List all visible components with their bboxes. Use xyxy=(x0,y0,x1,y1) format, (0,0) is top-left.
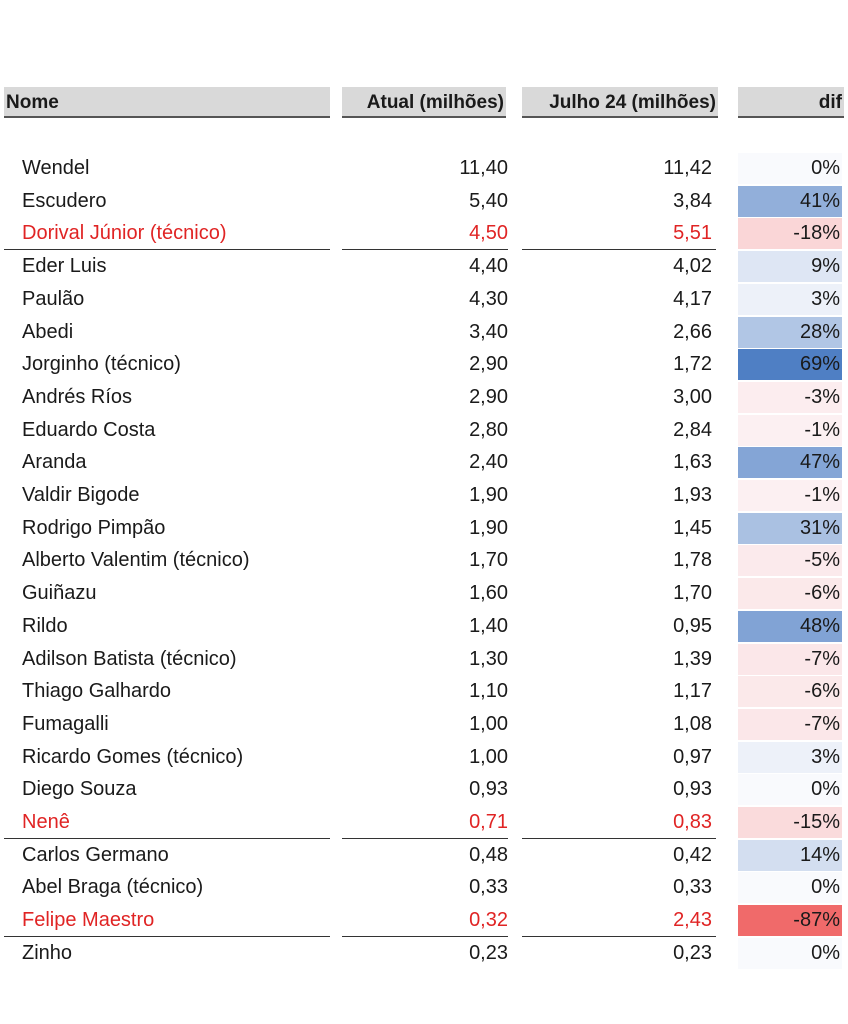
cell-nome: Ricardo Gomes (técnico) xyxy=(22,745,244,768)
cell-dif: -6% xyxy=(738,676,842,707)
cell-julho: 0,33 xyxy=(673,876,712,899)
table-row xyxy=(0,904,848,937)
header-julho: Julho 24 (milhões) xyxy=(522,87,718,118)
cell-julho: 1,70 xyxy=(673,582,712,605)
cell-julho: 3,84 xyxy=(673,189,712,212)
table-row xyxy=(0,871,848,904)
cell-julho: 3,00 xyxy=(673,385,712,408)
header-atual: Atual (milhões) xyxy=(342,87,506,118)
cell-atual: 2,90 xyxy=(469,385,508,408)
cell-nome: Guiñazu xyxy=(22,582,97,605)
cell-atual: 1,90 xyxy=(469,484,508,506)
cell-atual: 1,40 xyxy=(469,614,508,637)
cell-nome: Paulão xyxy=(22,287,85,310)
cell-atual: 0,33 xyxy=(469,876,508,899)
cell-dif: 47% xyxy=(738,447,842,478)
cell-julho: 4,17 xyxy=(673,287,712,310)
cell-atual: 0,48 xyxy=(469,843,508,866)
cell-dif: 0% xyxy=(738,153,842,184)
cell-dif: 3% xyxy=(738,742,842,773)
table-row xyxy=(0,479,848,512)
cell-dif: 28% xyxy=(738,317,842,348)
cell-nome: Alberto Valentim (técnico) xyxy=(22,549,250,572)
cell-julho: 2,66 xyxy=(673,320,712,343)
cell-julho: 1,17 xyxy=(673,680,712,703)
table-row xyxy=(0,937,848,970)
cell-julho: 0,23 xyxy=(673,941,712,964)
cell-atual: 1,00 xyxy=(469,712,508,735)
cell-dif: -5% xyxy=(738,545,842,576)
table-row xyxy=(0,806,848,839)
cell-julho: 0,42 xyxy=(673,843,712,866)
cell-nome: Andrés Ríos xyxy=(22,385,133,408)
table-row xyxy=(0,381,848,414)
cell-nome: Rodrigo Pimpão xyxy=(22,516,166,539)
cell-dif: -1% xyxy=(738,480,842,511)
cell-julho: 1,72 xyxy=(673,353,712,376)
cell-julho: 2,84 xyxy=(673,418,712,441)
cell-nome: Abel Braga (técnico) xyxy=(22,876,204,899)
table-row xyxy=(0,741,848,774)
table-row xyxy=(0,675,848,708)
cell-nome: Zinho xyxy=(22,941,73,964)
cell-nome: Valdir Bigode xyxy=(22,484,140,506)
table-row xyxy=(0,643,848,676)
table-row xyxy=(0,839,848,872)
cell-dif: 31% xyxy=(738,513,842,544)
cell-dif: -1% xyxy=(738,415,842,446)
cell-dif: 3% xyxy=(738,284,842,315)
cell-dif: 0% xyxy=(738,938,842,969)
cell-nome: Felipe Maestro xyxy=(22,909,155,932)
cell-julho: 4,02 xyxy=(673,255,712,278)
table-row xyxy=(0,610,848,643)
cell-julho: 5,51 xyxy=(673,222,712,245)
cell-atual: 2,40 xyxy=(469,451,508,474)
table-row xyxy=(0,283,848,316)
cell-julho: 1,39 xyxy=(673,647,712,670)
cell-nome: Fumagalli xyxy=(22,712,109,735)
cell-nome: Adilson Batista (técnico) xyxy=(22,647,237,670)
table-row xyxy=(0,446,848,479)
cell-julho: 0,93 xyxy=(673,778,712,801)
cell-dif: 0% xyxy=(738,774,842,805)
cell-dif: 14% xyxy=(738,840,842,871)
header-dif: dif xyxy=(738,87,844,118)
cell-atual: 1,90 xyxy=(469,516,508,539)
cell-nome: Abedi xyxy=(22,320,74,343)
table-row xyxy=(0,512,848,545)
cell-atual: 4,50 xyxy=(469,222,508,245)
cell-atual: 4,30 xyxy=(469,287,508,310)
cell-atual: 1,30 xyxy=(469,647,508,670)
header-nome: Nome xyxy=(4,87,330,118)
cell-atual: 2,80 xyxy=(469,418,508,441)
cell-nome: Carlos Germano xyxy=(22,843,169,866)
cell-dif: -3% xyxy=(738,382,842,413)
cell-atual: 3,40 xyxy=(469,320,508,343)
cell-atual: 5,40 xyxy=(469,189,508,212)
cell-atual: 2,90 xyxy=(469,353,508,376)
cell-atual: 0,23 xyxy=(469,941,508,964)
cell-nome: Jorginho (técnico) xyxy=(22,353,181,376)
cell-dif: -18% xyxy=(738,218,842,249)
cell-dif: 41% xyxy=(738,186,842,217)
cell-julho: 1,08 xyxy=(673,712,712,735)
table-row xyxy=(0,414,848,447)
cell-atual: 1,00 xyxy=(469,745,508,768)
cell-dif: -7% xyxy=(738,709,842,740)
cell-dif: -15% xyxy=(738,807,842,838)
cell-julho: 1,63 xyxy=(673,451,712,474)
cell-nome: Rildo xyxy=(22,614,68,637)
cell-nome: Eduardo Costa xyxy=(22,418,156,441)
cell-nome: Dorival Júnior (técnico) xyxy=(22,222,227,245)
cell-atual: 4,40 xyxy=(469,255,508,278)
table-row xyxy=(0,773,848,806)
cell-atual: 1,10 xyxy=(469,680,508,703)
cell-dif: 48% xyxy=(738,611,842,642)
cell-atual: 11,40 xyxy=(459,157,508,179)
table-row xyxy=(0,152,848,185)
table-row xyxy=(0,348,848,381)
cell-dif: 0% xyxy=(738,872,842,903)
table-row xyxy=(0,544,848,577)
cell-julho: 1,45 xyxy=(673,516,712,539)
cell-julho: 2,43 xyxy=(673,909,712,932)
cell-julho: 0,83 xyxy=(673,811,712,833)
cell-atual: 0,32 xyxy=(469,909,508,932)
cell-julho: 0,95 xyxy=(673,614,712,637)
cell-dif: -87% xyxy=(738,905,842,936)
cell-dif: 9% xyxy=(738,251,842,282)
cell-nome: Thiago Galhardo xyxy=(22,680,171,703)
cell-julho: 1,93 xyxy=(673,484,712,506)
table-row xyxy=(0,250,848,283)
cell-atual: 0,71 xyxy=(469,811,508,833)
cell-atual: 0,93 xyxy=(469,778,508,801)
cell-julho: 11,42 xyxy=(663,157,712,179)
cell-nome: Escudero xyxy=(22,189,107,212)
cell-atual: 1,70 xyxy=(469,549,508,572)
table-row xyxy=(0,217,848,250)
cell-dif: -7% xyxy=(738,644,842,675)
cell-dif: -6% xyxy=(738,578,842,609)
table-row xyxy=(0,708,848,741)
cell-julho: 1,78 xyxy=(673,549,712,572)
cell-nome: Diego Souza xyxy=(22,778,137,801)
cell-atual: 1,60 xyxy=(469,582,508,605)
cell-nome: Eder Luis xyxy=(22,255,107,278)
cell-nome: Wendel xyxy=(22,157,90,179)
cell-nome: Nenê xyxy=(22,811,70,833)
cell-dif: 69% xyxy=(738,349,842,380)
table-row xyxy=(0,185,848,218)
table-row xyxy=(0,316,848,349)
cell-julho: 0,97 xyxy=(673,745,712,768)
cell-nome: Aranda xyxy=(22,451,87,474)
table-row xyxy=(0,577,848,610)
